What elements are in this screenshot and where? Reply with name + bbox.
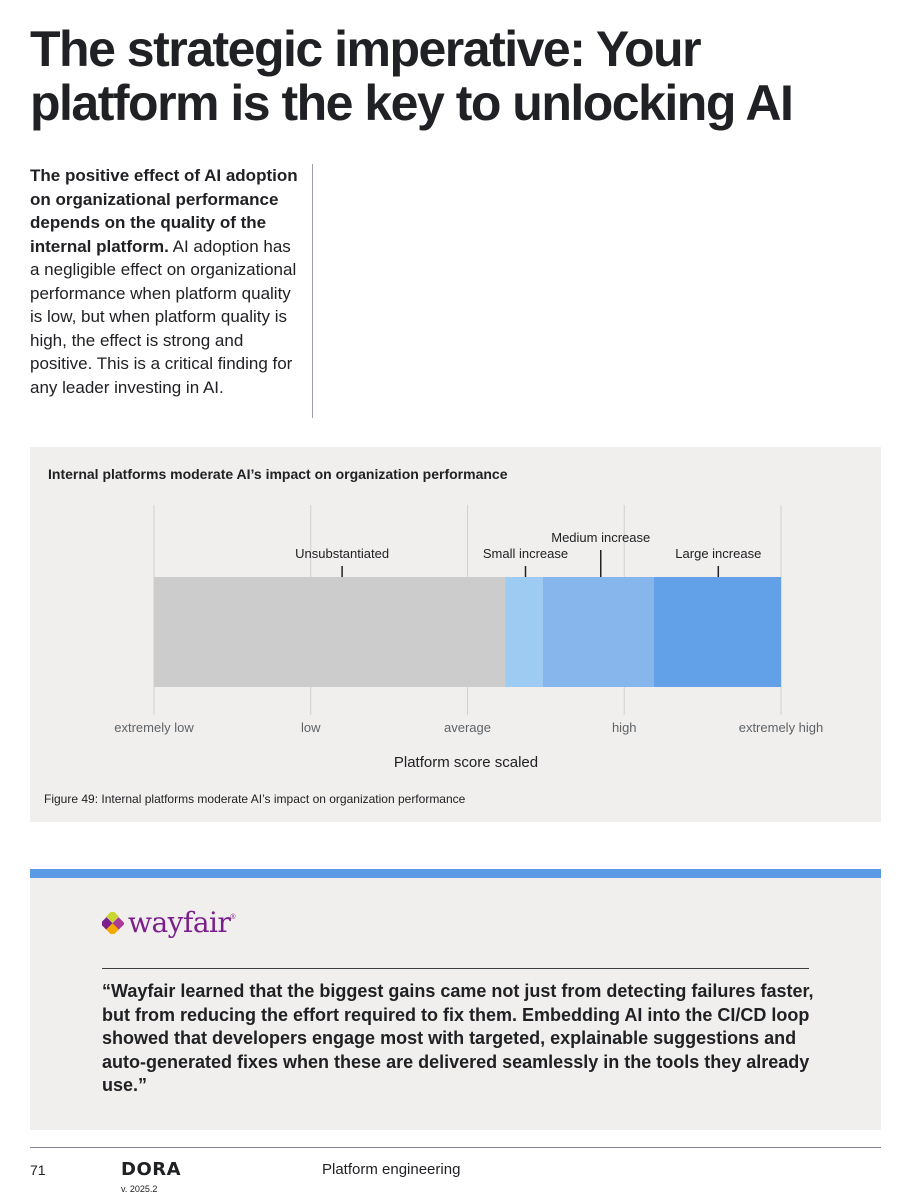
chart-segment-labels [295, 530, 761, 577]
quote-divider [102, 968, 809, 969]
wayfair-logo [102, 906, 236, 939]
wayfair-logo-text: wayfair [128, 906, 231, 939]
chart-bar-segment [505, 577, 543, 687]
dora-logo: DORA [121, 1159, 182, 1180]
chart-tick-label: average [444, 720, 491, 735]
chart [30, 447, 881, 787]
chart-tick-labels [114, 720, 823, 735]
chart-segment-label: Medium increase [551, 530, 651, 545]
chart-tick-label: high [611, 720, 637, 735]
chart-segment-label: Unsubstantiated [295, 546, 390, 561]
figure-caption: Figure 49: Internal platforms moderate AI’s impact on organization performance [44, 792, 466, 806]
chart-segment-label: Small increase [482, 546, 569, 561]
lead-divider [312, 164, 313, 418]
chart-bar-segment [543, 577, 654, 687]
footer-divider [30, 1147, 881, 1148]
chart-bar-segment [154, 577, 505, 687]
quote-card [30, 869, 881, 1130]
lead-bold-text: The positive effect of AI adoption on organizational performance depends on the quality of the internal platform. [30, 166, 298, 256]
figure-panel [30, 447, 881, 822]
chart-segments [154, 577, 781, 687]
chart-tick-label: low [300, 720, 321, 735]
lead-body-text: AI adoption has a negligible effect on organizational performance when platform quality is low, but when platform quality is high, the effect is strong and positive. This is a critical finding for any leader investing in AI. [30, 236, 297, 397]
trademark-mark: ® [230, 914, 236, 921]
page-title: The strategic imperative: Your platform is the key to unlocking AI [30, 21, 793, 131]
figure-title: Internal platforms moderate AI’s impact on organization performance [48, 466, 508, 482]
chart-tick-label: extremely low [114, 720, 194, 735]
chart-segment-label: Large increase [675, 546, 762, 561]
chart-tick-label: extremely high [738, 720, 824, 735]
chart-x-axis-label: Platform score scaled [393, 754, 539, 771]
quote-text: “Wayfair learned that the biggest gains came not just from detecting failures faster, but from reducing the effort required to fix them. Embedding AI into the CI/CD loop showed that developers engage most with targeted, explainable suggestions and auto-generated fixes when these are delivered seamlessly in the tools they already use.” [102, 981, 814, 1095]
section-name: Platform engineering [322, 1161, 461, 1178]
lead-paragraph [30, 164, 298, 399]
version-label: v. 2025.2 [121, 1184, 158, 1194]
chart-bar-segment [654, 577, 781, 687]
page-number: 71 [30, 1162, 46, 1178]
wayfair-logo-icon [102, 912, 124, 934]
